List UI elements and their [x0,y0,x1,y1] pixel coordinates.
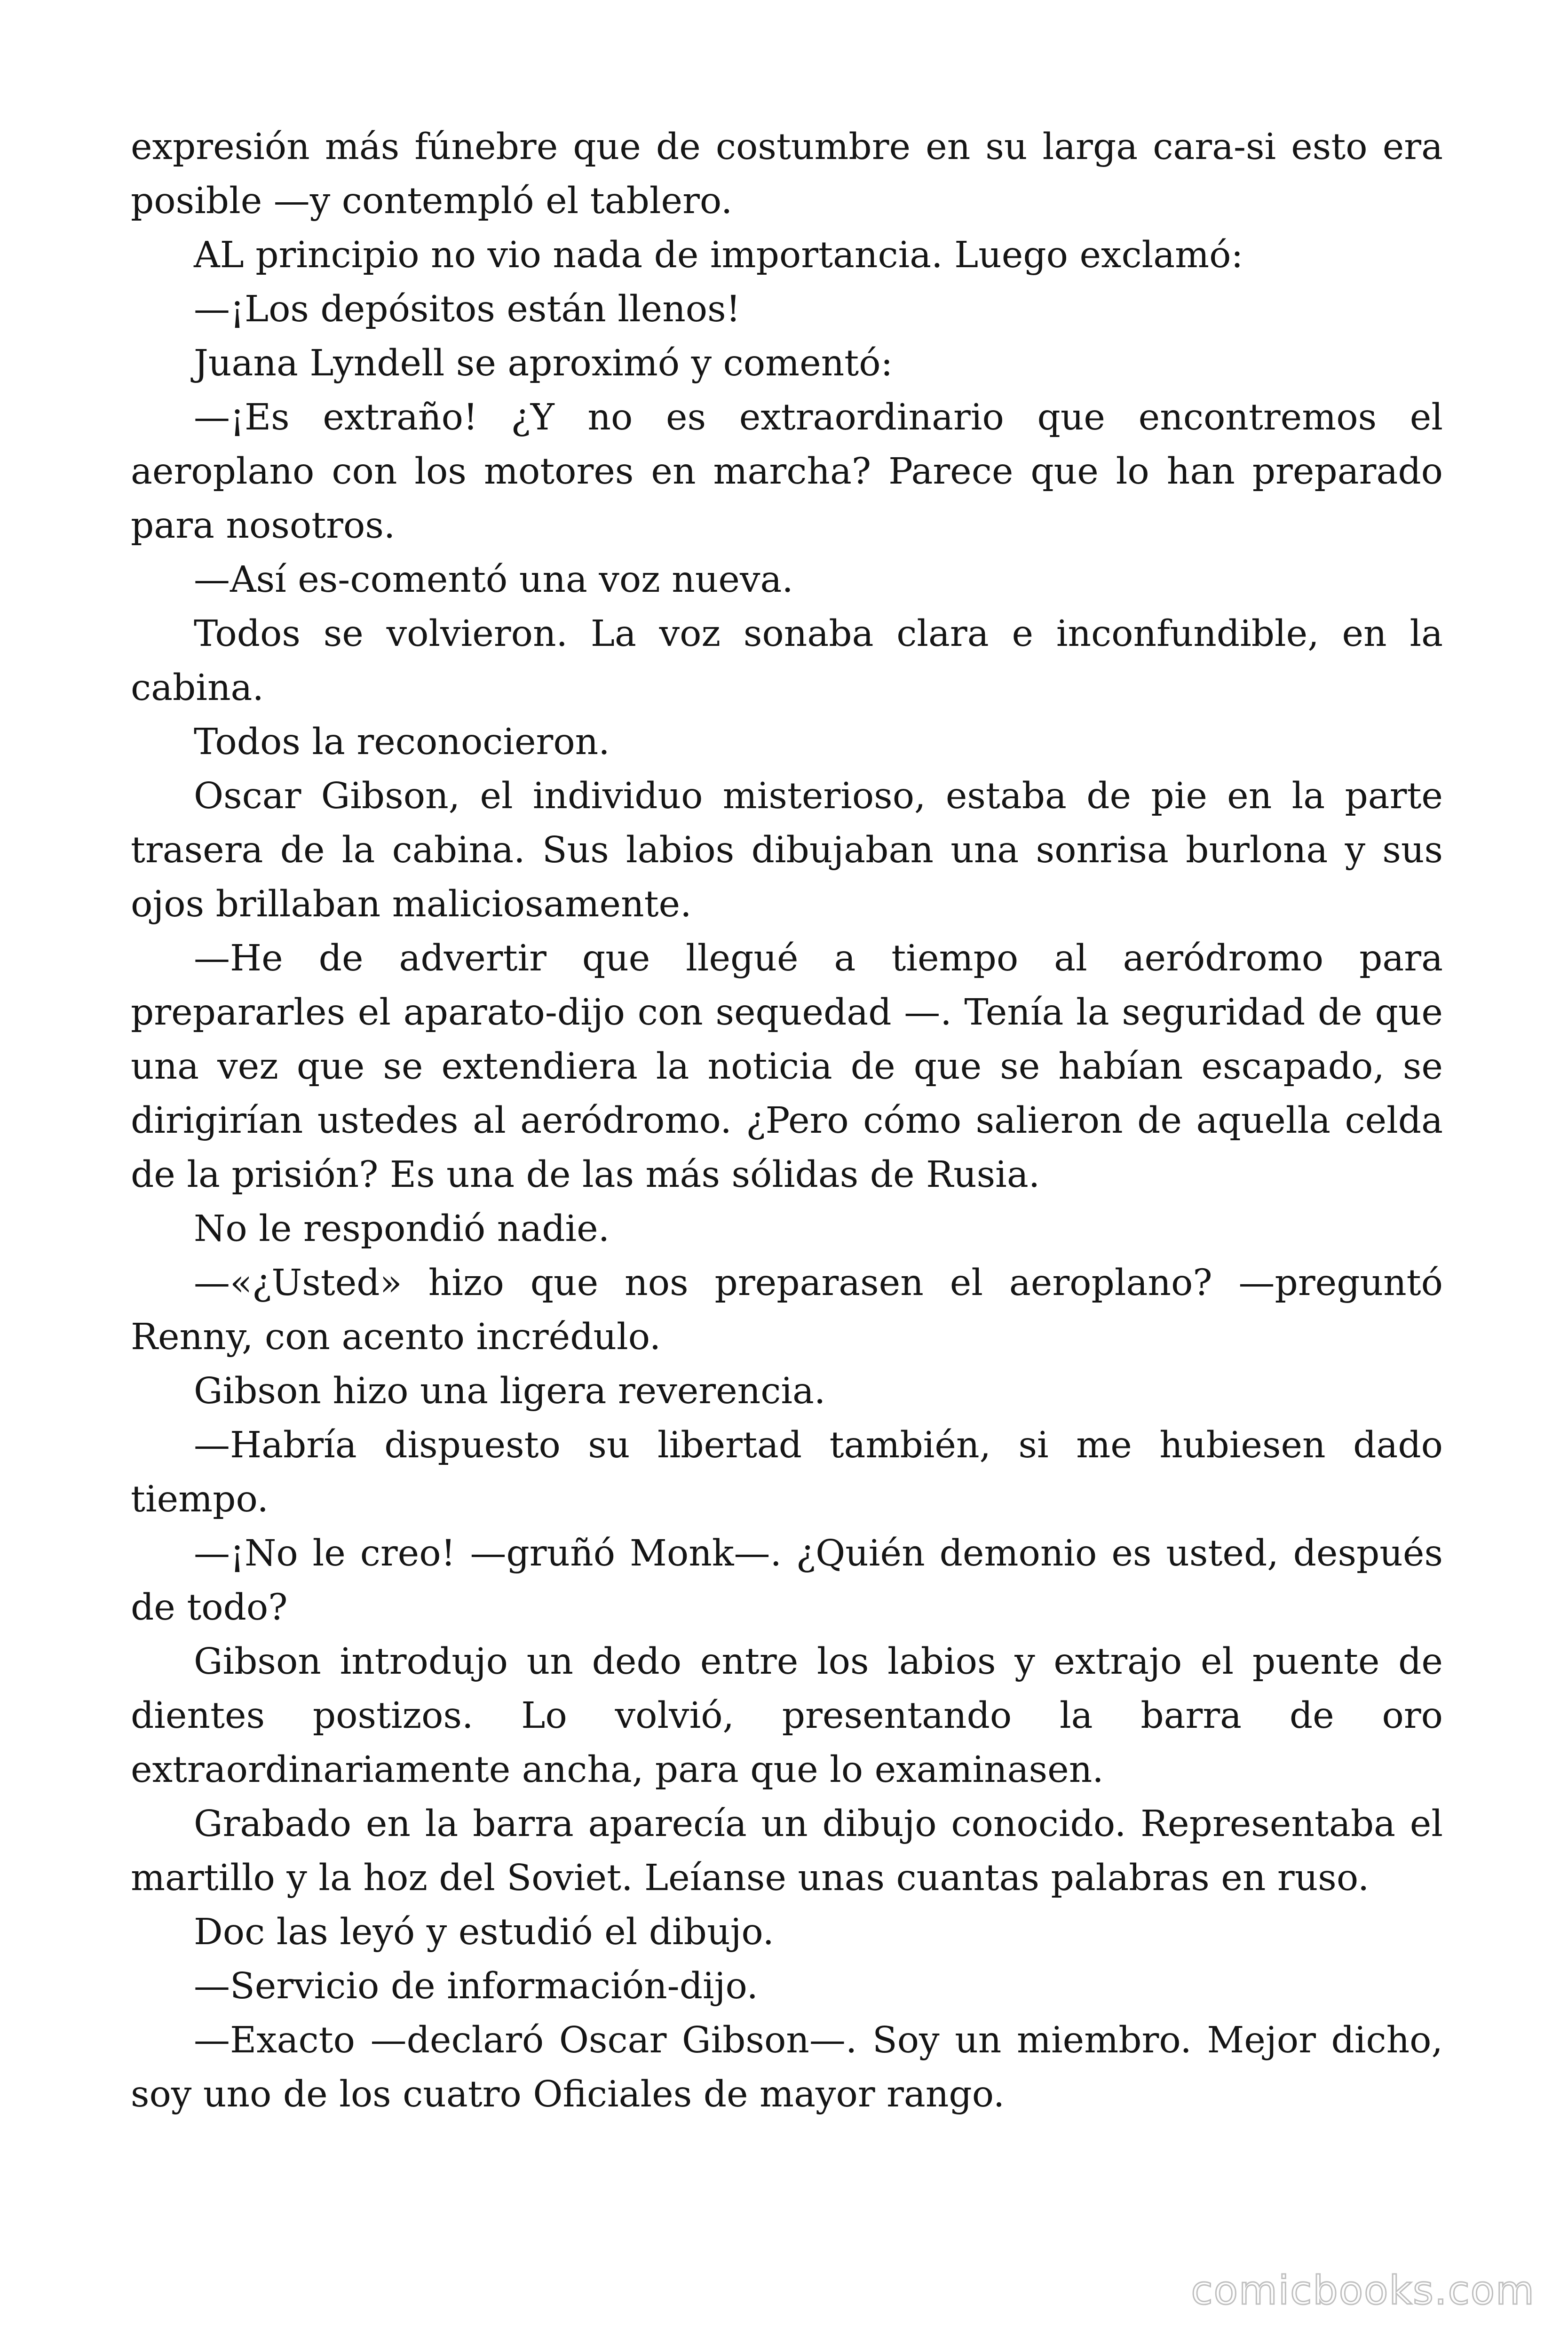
paragraph: —¡Los depósitos están llenos! [194,288,741,330]
paragraph: expresión más fúnebre que de costumbre en su larga cara-si esto era posible —y contempló el tablero. [131,126,1443,222]
page-body [131,120,1443,2122]
paragraph: Juana Lyndell se aproximó y comentó: [194,342,893,384]
paragraph: No le respondió nadie. [194,1208,610,1250]
paragraph: Gibson hizo una ligera reverencia. [194,1370,826,1412]
paragraph: —Así es-comentó una voz nueva. [194,559,793,601]
paragraph: —Habría dispuesto su libertad también, si me hubiesen dado tiempo. [131,1424,1443,1520]
paragraph: AL principio no vio nada de importancia. Luego exclamó: [194,234,1243,276]
paragraph: —¡No le creo! —gruñó Monk—. ¿Quién demonio es usted, después de todo? [131,1533,1443,1629]
paragraph: —Exacto —declaró Oscar Gibson—. Soy un miembro. Mejor dicho, soy uno de los cuatro Oficiales de mayor rango. [131,2019,1443,2115]
paragraph: —Servicio de información-dijo. [194,1965,758,2007]
paragraph: Oscar Gibson, el individuo misterioso, estaba de pie en la parte trasera de la cabina. Sus labios dibujaban una sonrisa burlona y sus ojos brillaban maliciosamente. [131,775,1443,925]
paragraph: —¡Es extraño! ¿Y no es extraordinario que encontremos el aeroplano con los motores en marcha? Parece que lo han preparado para nosotros. [131,397,1443,547]
paragraph: Todos se volvieron. La voz sonaba clara e inconfundible, en la cabina. [131,613,1443,709]
watermark-logo: comicbooks.com [1191,2267,1535,2313]
paragraph: Doc las leyó y estudió el dibujo. [194,1911,774,1953]
paragraph: Todos la reconocieron. [194,721,610,763]
paragraph: —He de advertir que llegué a tiempo al aeródromo para prepararles el aparato-dijo con sequedad —. Tenía la seguridad de que una vez que se extendiera la noticia de que se habían escapado, se dirigirían ustedes al aeródromo. ¿Pero cómo salieron de aquella celda de la prisión? Es una de las más sólidas de Rusia. [131,938,1443,1196]
paragraph: —«¿Usted» hizo que nos preparasen el aeroplano? —preguntó Renny, con acento incrédulo. [131,1262,1443,1358]
paragraph: Gibson introdujo un dedo entre los labios y extrajo el puente de dientes postizos. Lo volvió, presentando la barra de oro extraordinariamente ancha, para que lo examinasen. [131,1641,1443,1791]
paragraph: Grabado en la barra aparecía un dibujo conocido. Representaba el martillo y la hoz del Soviet. Leíanse unas cuantas palabras en ruso. [131,1803,1443,1899]
